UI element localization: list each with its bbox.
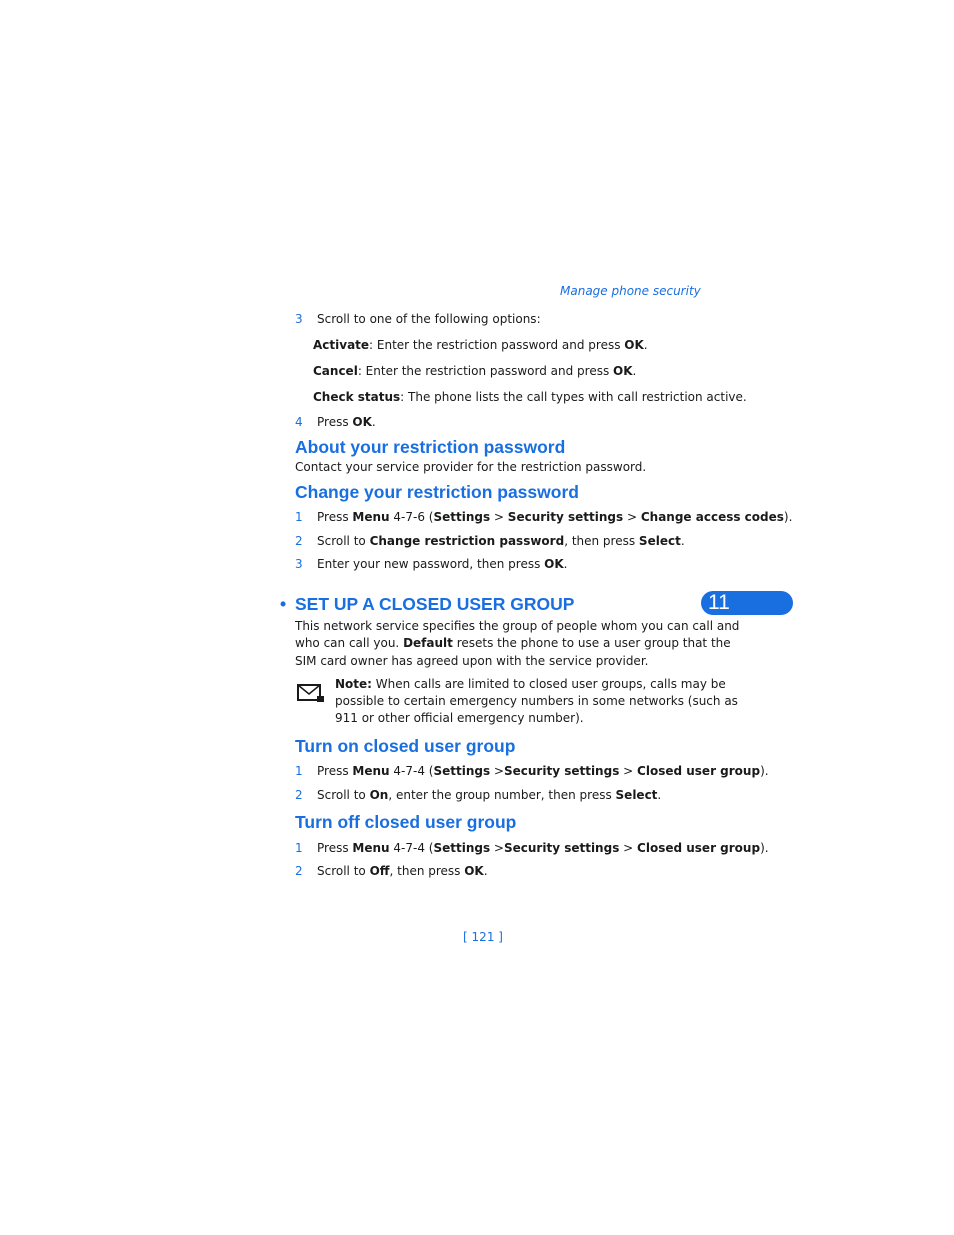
option-check-status xyxy=(313,390,747,404)
menu-key: Menu xyxy=(352,841,390,855)
about-password-text: Contact your service provider for the restriction password. xyxy=(295,460,647,474)
heading-text: SET UP A CLOSED USER GROUP xyxy=(295,594,575,614)
step-number: 2 xyxy=(295,788,303,802)
key-label: OK xyxy=(613,364,633,378)
note-icon xyxy=(297,683,325,703)
key-label: OK xyxy=(464,864,484,878)
note-line: possible to certain emergency numbers in some networks (such as xyxy=(335,694,738,709)
key-label: OK xyxy=(544,557,564,571)
note-label: Note: xyxy=(335,677,372,691)
step-number: 2 xyxy=(295,534,303,548)
menu-settings: Settings xyxy=(433,764,491,778)
option-label: Cancel xyxy=(313,364,358,378)
heading-change-password: Change your restriction password xyxy=(295,482,579,502)
heading-turn-on: Turn on closed user group xyxy=(295,736,516,756)
separator: > xyxy=(619,764,638,778)
separator: > xyxy=(490,764,504,778)
step-number: 2 xyxy=(295,864,303,878)
step-text: , enter the group number, then press xyxy=(388,788,616,802)
step-text: Scroll to one of the following options: xyxy=(317,312,541,326)
turn-on-step-1 xyxy=(295,764,769,778)
menu-key: Menu xyxy=(352,510,390,524)
step-text: Scroll to xyxy=(317,788,370,802)
punct: . xyxy=(657,788,662,802)
option-text: : Enter the restriction password and press xyxy=(357,364,614,378)
menu-target: Change access codes xyxy=(640,510,784,524)
step-text: Press xyxy=(317,415,353,429)
note-text: When calls are limited to closed user groups, calls may be xyxy=(371,677,726,691)
menu-path: 4-7-4 ( xyxy=(389,764,434,778)
turn-on-step-2 xyxy=(295,788,661,802)
punct: . xyxy=(680,534,685,548)
note-block xyxy=(335,676,738,728)
key-label: OK xyxy=(352,415,372,429)
key-label: Select xyxy=(638,534,681,548)
change-step-3 xyxy=(295,557,567,571)
menu-item: Change restriction password xyxy=(369,534,565,548)
step-text: Enter your new password, then press xyxy=(317,557,545,571)
bullet-icon: • xyxy=(280,594,287,614)
separator: > xyxy=(490,841,504,855)
step-text: Press xyxy=(317,510,353,524)
heading-about-password: About your restriction password xyxy=(295,437,566,457)
step-text: Scroll to xyxy=(317,864,370,878)
punct: ). xyxy=(760,764,769,778)
menu-path: 4-7-4 ( xyxy=(389,841,434,855)
option-label: Activate xyxy=(313,338,370,352)
option-cancel xyxy=(313,364,636,378)
para-text: resets the phone to use a user group that the xyxy=(452,636,731,651)
menu-path: 4-7-6 ( xyxy=(389,510,434,524)
step-number: 1 xyxy=(295,510,303,524)
menu-settings: Settings xyxy=(433,510,491,524)
step-text: Press xyxy=(317,764,353,778)
running-header: Manage phone security xyxy=(560,284,701,298)
menu-security-settings: Security settings xyxy=(503,841,620,855)
menu-item: Off xyxy=(369,864,390,878)
para-line xyxy=(295,635,739,652)
key-label: Select xyxy=(615,788,658,802)
heading-closed-user-group xyxy=(280,594,574,615)
note-line: 911 or other official emergency number). xyxy=(335,711,584,726)
step-text: , then press xyxy=(389,864,465,878)
step-4 xyxy=(295,415,376,429)
menu-security-settings: Security settings xyxy=(503,764,620,778)
menu-item: On xyxy=(369,788,389,802)
option-label: Check status xyxy=(313,390,401,404)
menu-settings: Settings xyxy=(433,841,491,855)
menu-target: Closed user group xyxy=(637,841,761,855)
punct: . xyxy=(643,338,648,352)
page-number: [ 121 ] xyxy=(463,930,503,944)
option-text: : The phone lists the call types with call restriction active. xyxy=(400,390,747,404)
turn-off-step-1 xyxy=(295,841,769,855)
step-number: 1 xyxy=(295,764,303,778)
step-number: 3 xyxy=(295,557,303,571)
menu-security-settings: Security settings xyxy=(507,510,624,524)
closed-group-paragraph xyxy=(295,618,739,670)
change-step-1 xyxy=(295,510,792,524)
punct: . xyxy=(563,557,568,571)
punct: . xyxy=(632,364,637,378)
para-line: This network service specifies the group of people whom you can call and xyxy=(295,619,740,633)
turn-off-step-2 xyxy=(295,864,488,878)
heading-turn-off: Turn off closed user group xyxy=(295,812,517,832)
step-text: Scroll to xyxy=(317,534,370,548)
option-text: : Enter the restriction password and press xyxy=(369,338,625,352)
step-text: Press xyxy=(317,841,353,855)
menu-key: Menu xyxy=(352,764,390,778)
punct: . xyxy=(371,415,376,429)
separator: > xyxy=(623,510,641,524)
option-activate xyxy=(313,338,648,352)
punct: . xyxy=(483,864,488,878)
step-3 xyxy=(295,312,541,326)
chapter-number: 11 xyxy=(708,591,730,614)
menu-target: Closed user group xyxy=(637,764,761,778)
key-label: OK xyxy=(624,338,644,352)
step-number: 1 xyxy=(295,841,303,855)
punct: ). xyxy=(760,841,769,855)
step-text: , then press xyxy=(564,534,639,548)
step-number: 3 xyxy=(295,312,303,326)
step-number: 4 xyxy=(295,415,303,429)
note-line xyxy=(335,676,738,693)
separator: > xyxy=(619,841,638,855)
punct: ). xyxy=(783,510,793,524)
separator: > xyxy=(490,510,508,524)
change-step-2 xyxy=(295,534,685,548)
para-line: SIM card owner has agreed upon with the service provider. xyxy=(295,653,649,668)
chapter-tab xyxy=(701,591,793,615)
para-text: who can call you. xyxy=(295,636,404,651)
default-label: Default xyxy=(403,636,453,651)
